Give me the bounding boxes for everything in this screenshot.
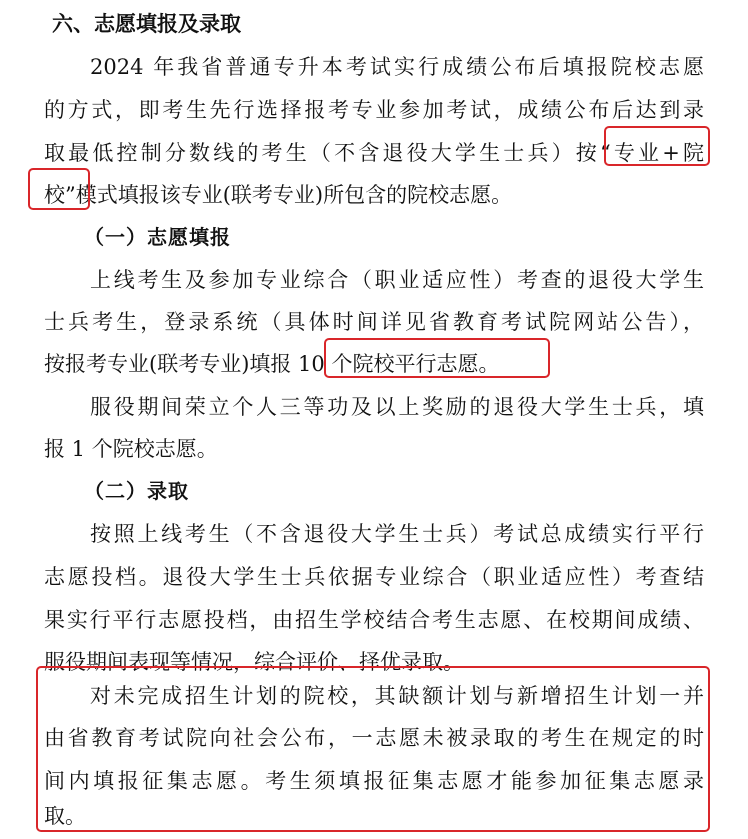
application-para1-line-2: 士兵考生，登录系统（具体时间详见省教育考试院网站公告）， [44,310,704,334]
subsection-title-admission: （二）录取 [84,479,189,503]
application-para2-line-1: 服役期间荣立个人三等功及以上奖励的退役大学生士兵，填 [90,395,704,419]
intro-line-3: 取最低控制分数线的考生（不含退役大学生士兵）按“专业+院 [44,141,704,165]
intro-line-1: 2024 年我省普通专升本考试实行成绩公布后填报院校志愿 [90,55,704,79]
admission-para2-line-3: 间内填报征集志愿。考生须填报征集志愿才能参加征集志愿录 [44,769,704,793]
application-para2-line-2: 报 1 个院校志愿。 [44,437,218,461]
admission-para1-line-4: 服役期间表现等情况，综合评价、择优录取。 [44,650,464,674]
application-para1-line-3: 按报考专业(联考专业)填报 10 个院校平行志愿。 [44,352,500,376]
intro-line-4: 校”模式填报该专业(联考专业)所包含的院校志愿。 [44,183,513,207]
highlight-box-major-college-top [604,126,710,166]
admission-para2-line-1: 对未完成招生计划的院校，其缺额计划与新增招生计划一并 [90,684,704,708]
highlight-box-major-college-bottom [28,168,90,210]
section-heading: 六、志愿填报及录取 [52,12,241,36]
admission-para2-line-4: 取。 [44,804,86,828]
subsection-title-application: （一）志愿填报 [84,225,231,249]
highlight-box-supplementary-admission [36,666,710,832]
highlight-box-ten-parallel-choices [324,338,550,378]
admission-para1-line-3: 果实行平行志愿投档，由招生学校结合考生志愿、在校期间成绩、 [44,608,704,632]
admission-para1-line-2: 志愿投档。退役大学生士兵依据专业综合（职业适应性）考查结 [44,565,704,589]
application-para1-line-1: 上线考生及参加专业综合（职业适应性）考查的退役大学生 [90,268,704,292]
admission-para2-line-2: 由省教育考试院向社会公布，一志愿未被录取的考生在规定的时 [44,726,704,750]
admission-para1-line-1: 按照上线考生（不含退役大学生士兵）考试总成绩实行平行 [90,522,704,546]
intro-line-2: 的方式，即考生先行选择报考专业参加考试，成绩公布后达到录 [44,98,704,122]
